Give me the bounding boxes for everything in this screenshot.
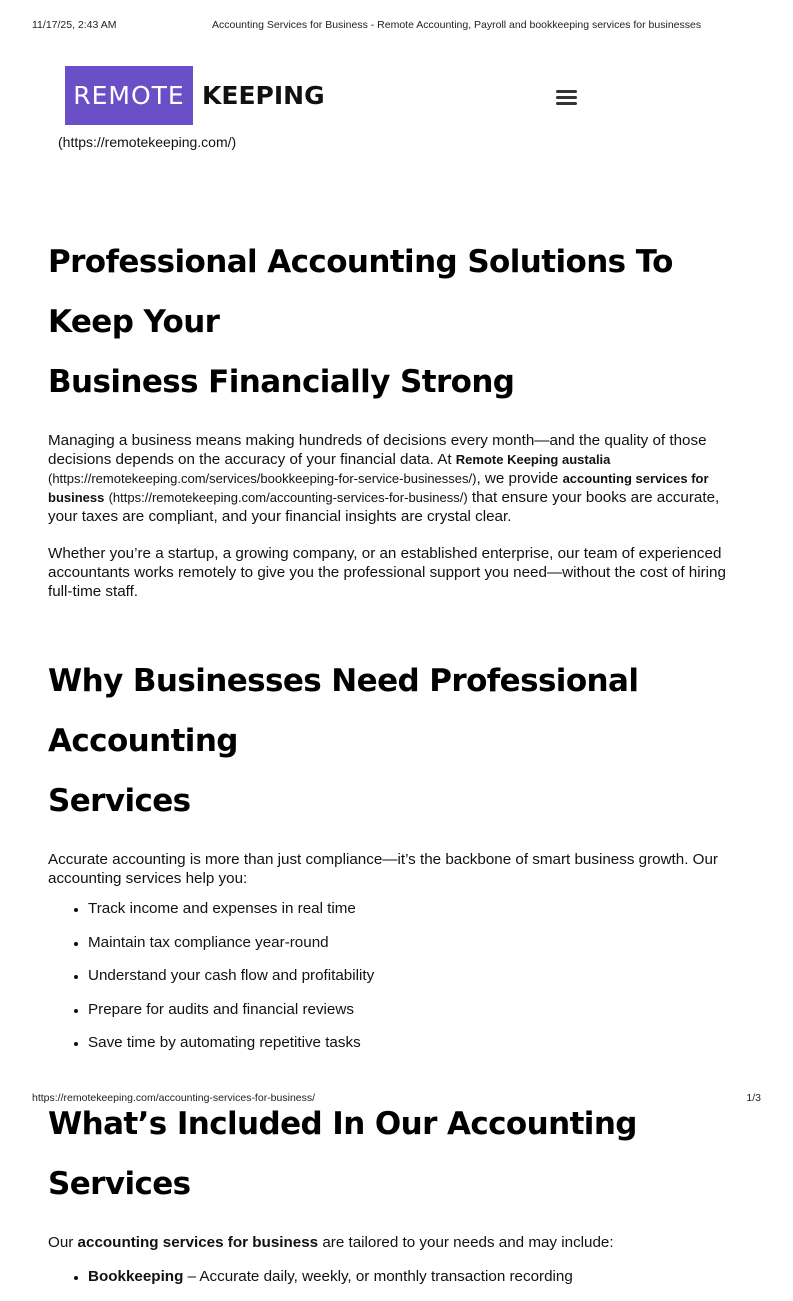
print-page-title: Accounting Services for Business - Remote Accounting, Payroll and bookkeeping services for businesses [212,19,702,31]
logo-box: REMOTE [65,66,193,125]
logo-url: (https://remotekeeping.com/) [58,134,237,150]
list-item: • Understand your cash flow and profitability [88,966,748,985]
hamburger-bar [556,102,577,105]
second-paragraph: Whether you’re a startup, a growing company, or an established enterprise, our team of experienced accountants works remotely to give you the professional support you need—without the cost of hiring full-time staff. [48,545,726,600]
included-intro [48,1233,748,1252]
hamburger-menu-icon[interactable] [556,90,577,107]
included-heading: What’s Included In Our Accounting Services [48,1106,637,1202]
remote-keeping-link[interactable]: Remote Keeping austalia [455,452,611,467]
list-item-bold: Bookkeeping [88,1268,184,1285]
list-item [88,1267,748,1286]
why-heading-line1: Why Businesses Need Professional Accounting [48,663,639,759]
included-intro-a: Our [48,1234,78,1251]
print-date: 11/17/25, 2:43 AM [32,19,117,31]
accounting-services-link-url: (https://remotekeeping.com/accounting-services-for-business/) [108,490,468,505]
hamburger-bar [556,90,577,93]
intro-text-a: Managing a business means making hundreds of decisions every month—and the quality of those decisions depends on the accuracy of your financial data. At [48,432,707,468]
benefits-list [48,899,748,1052]
why-heading-line2: Services [48,783,191,819]
why-intro: Accurate accounting is more than just compliance—it’s the backbone of smart business growth. Our accounting services help you: [48,851,718,887]
list-item: • Maintain tax compliance year-round [88,933,748,952]
included-intro-bold: accounting services for business [77,1234,319,1251]
page-title-line1: Professional Accounting Solutions To Keep Your [48,244,673,340]
list-item-text: – Accurate daily, weekly, or monthly transaction recording [183,1268,573,1285]
included-list [48,1267,748,1286]
intro-text-b: , we provide [476,470,563,487]
page-title-line2: Business Financially Strong [48,364,515,400]
print-url: https://remotekeeping.com/accounting-services-for-business/ [32,1092,316,1104]
accounting-services-link[interactable]: accounting services for business [48,471,709,505]
print-page-number: 1/3 [746,1092,761,1104]
print-footer [0,1092,793,1106]
logo-word: KEEPING [202,81,325,110]
page-title [48,232,748,412]
intro-paragraph [48,431,748,526]
main-content [48,232,748,1301]
why-heading [48,651,748,831]
print-header [0,19,793,33]
list-item: • Save time by automating repetitive tasks [88,1033,748,1052]
remote-keeping-link-url: (https://remotekeeping.com/services/bookkeeping-for-service-businesses/) [48,471,477,486]
intro-text-c: that ensure your books are accurate, your taxes are compliant, and your financial insights are crystal clear. [48,489,720,525]
site-logo-link[interactable] [65,66,325,125]
included-intro-b: are tailored to your needs and may include: [318,1234,614,1251]
list-item: • Track income and expenses in real time [88,899,748,918]
hamburger-bar [556,96,577,99]
list-item: • Prepare for audits and financial reviews [88,1000,748,1019]
